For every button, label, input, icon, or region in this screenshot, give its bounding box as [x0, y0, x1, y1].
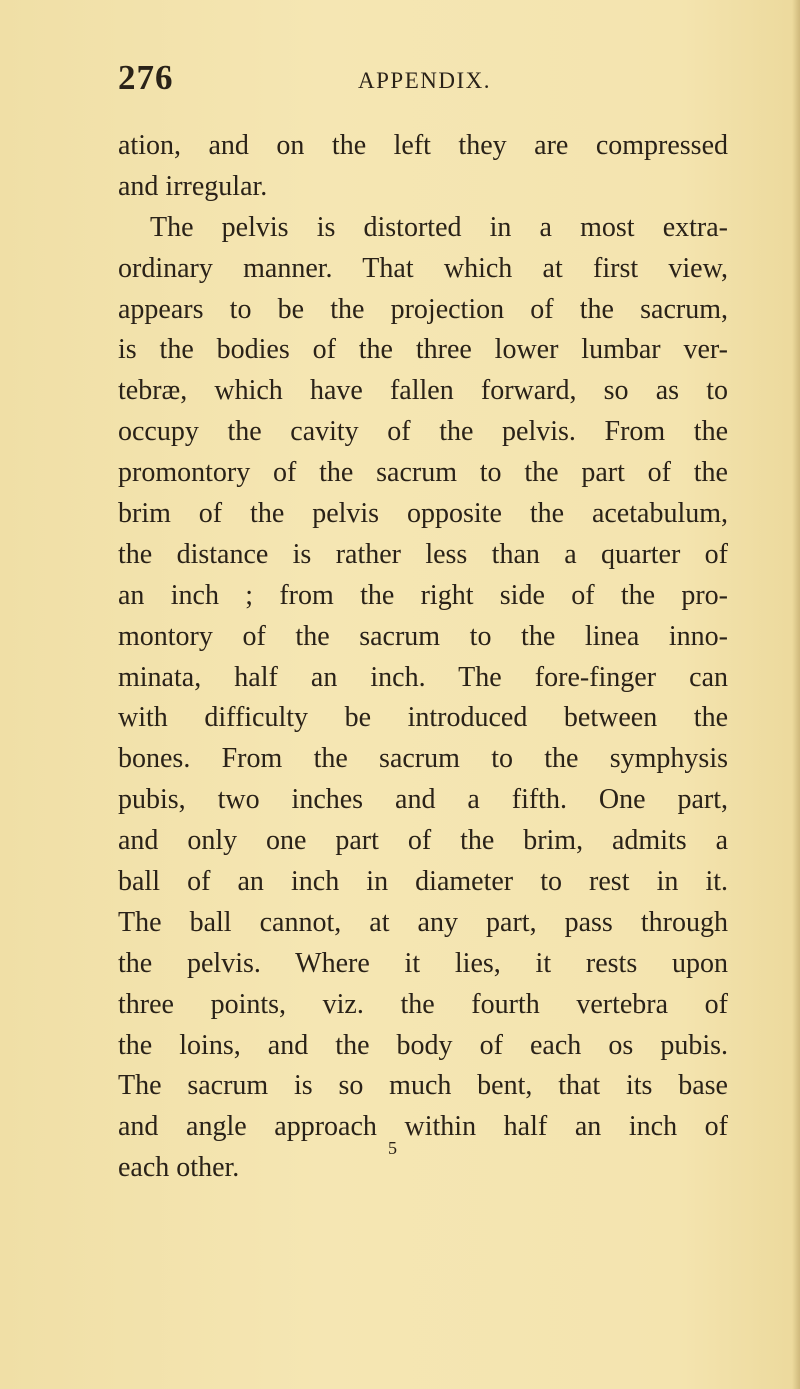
text-line: the loins, and the body of each os pubis.: [118, 1029, 728, 1061]
text-line: and only one part of the brim, admits a: [118, 825, 728, 857]
text-line: occupy the cavity of the pelvis. From the: [118, 416, 728, 448]
page-number: 276: [118, 58, 174, 97]
text-line: the distance is rather less than a quarter of: [118, 538, 728, 570]
text-line: brim of the pelvis opposite the acetabulum,: [118, 498, 728, 530]
text-line: and angle approach within half an inch of: [118, 1111, 728, 1143]
text-line: is the bodies of the three lower lumbar ver-: [118, 334, 728, 366]
text-line: an inch ; from the right side of the pro-: [118, 579, 728, 611]
text-line: appears to be the projection of the sacrum,: [118, 293, 728, 325]
text-line: three points, viz. the fourth vertebra of: [118, 988, 728, 1020]
text-line: minata, half an inch. The fore-finger can: [118, 661, 728, 693]
text-line: with difficulty be introduced between the: [118, 702, 728, 734]
page-edge-shadow: [792, 0, 800, 1389]
text-line: the pelvis. Where it lies, it rests upon: [118, 947, 728, 979]
text-line: ordinary manner. That which at first view,: [118, 252, 728, 284]
signature-mark: 5: [388, 1138, 397, 1158]
text-line: montory of the sacrum to the linea inno-: [118, 620, 728, 652]
text-line: The sacrum is so much bent, that its base: [118, 1070, 728, 1102]
text-line: ation, and on the left they are compressed: [118, 130, 728, 161]
text-line: each other.: [118, 1152, 240, 1184]
text-line: The ball cannot, at any part, pass through: [118, 906, 728, 938]
text-line: tebræ, which have fallen forward, so as to: [118, 375, 728, 407]
text-line: bones. From the sacrum to the symphysis: [118, 743, 728, 775]
text-line: promontory of the sacrum to the part of the: [118, 457, 728, 489]
running-head: APPENDIX.: [358, 68, 491, 93]
text-line: pubis, two inches and a fifth. One part,: [118, 784, 728, 816]
text-line: The pelvis is distorted in a most extra-: [150, 211, 728, 243]
body-text: [118, 126, 728, 1189]
page-header: [118, 58, 718, 98]
text-line: ball of an inch in diameter to rest in it.: [118, 866, 728, 898]
text-line: and irregular.: [118, 170, 268, 202]
